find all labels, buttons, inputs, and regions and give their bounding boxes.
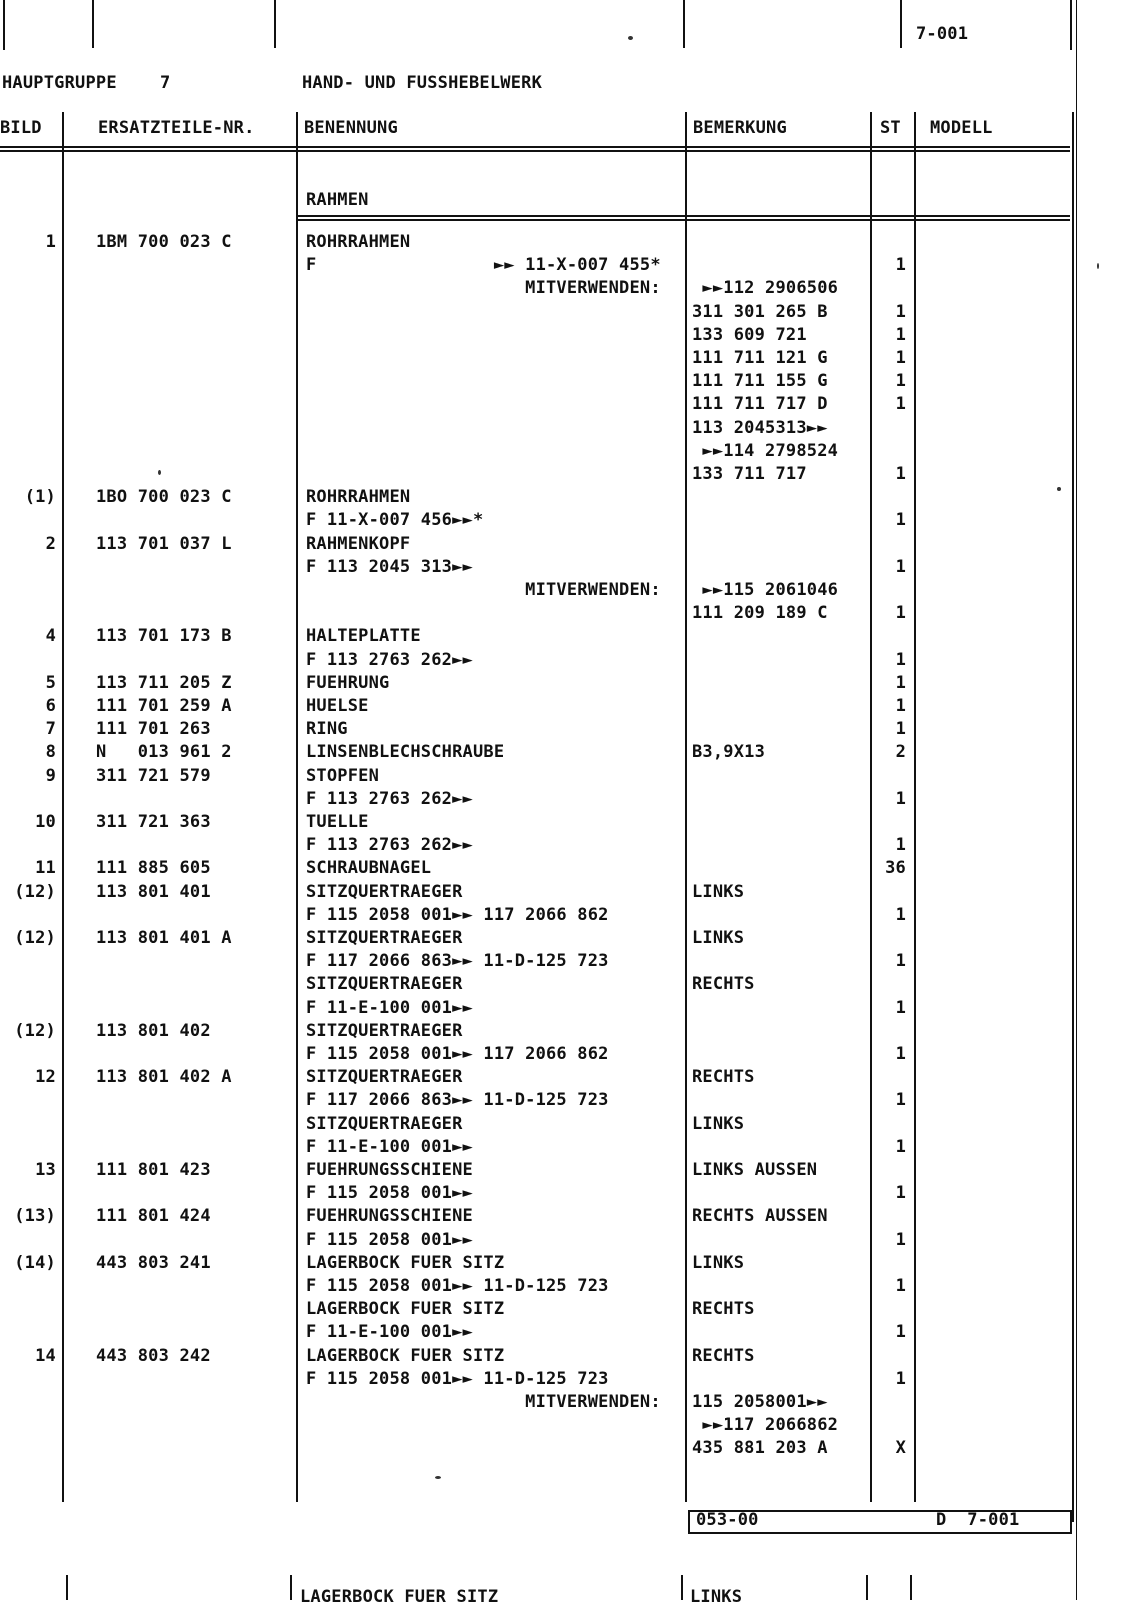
cell-bemerkung: ►►115 2061046: [692, 580, 839, 600]
section-title: RAHMEN: [306, 190, 369, 210]
cell-bild: 4: [45, 626, 56, 646]
cell-bild: 14: [35, 1346, 56, 1366]
cell-benennung: FUEHRUNGSSCHIENE: [306, 1206, 473, 1226]
cell-part-number: 113 701 173 B: [96, 626, 232, 646]
cell-benennung: SITZQUERTRAEGER: [306, 928, 463, 948]
cell-st: 1: [895, 998, 906, 1018]
cell-benennung: F 113 2763 262►►: [306, 789, 473, 809]
cell-part-number: 113 801 402: [96, 1021, 211, 1041]
cell-benennung: SITZQUERTRAEGER: [306, 882, 463, 902]
cell-st: 1: [895, 789, 906, 809]
cell-bild: 10: [35, 812, 56, 832]
cell-st: 1: [895, 1044, 906, 1064]
cell-benennung: ROHRRAHMEN: [306, 232, 411, 252]
cell-part-number: 311 721 363: [96, 812, 211, 832]
footer-divider: [66, 1575, 68, 1600]
cell-st: 1: [895, 603, 906, 623]
cell-st: 1: [895, 673, 906, 693]
cell-benennung: MITVERWENDEN:: [306, 580, 661, 600]
cell-part-number: 111 801 424: [96, 1206, 211, 1226]
cell-benennung: ROHRRAHMEN: [306, 487, 411, 507]
cell-bemerkung: 111 711 121 G: [692, 348, 828, 368]
cell-benennung: F 115 2058 001►► 11-D-125 723: [306, 1369, 609, 1389]
cell-benennung: STOPFEN: [306, 766, 380, 786]
top-divider: [900, 0, 902, 48]
cell-st: 1: [895, 464, 906, 484]
cell-bild: 6: [45, 696, 56, 716]
cell-bemerkung: LINKS AUSSEN: [692, 1160, 818, 1180]
cell-part-number: 113 801 401: [96, 882, 211, 902]
cell-benennung: SITZQUERTRAEGER: [306, 1114, 463, 1134]
cell-benennung: F ►► 11-X-007 455*: [306, 255, 661, 275]
cell-benennung: RAHMENKOPF: [306, 534, 411, 554]
cell-bemerkung: 111 209 189 C: [692, 603, 828, 623]
cell-bemerkung: 111 711 717 D: [692, 394, 828, 414]
cell-benennung: HUELSE: [306, 696, 369, 716]
top-divider: [1070, 0, 1072, 50]
cell-bemerkung: 113 2045313►►: [692, 418, 828, 438]
cell-bemerkung: RECHTS AUSSEN: [692, 1206, 828, 1226]
column-header-benennung: BENENNUNG: [304, 118, 398, 138]
cell-part-number: 311 721 579: [96, 766, 211, 786]
cell-benennung: SITZQUERTRAEGER: [306, 1021, 463, 1041]
cell-benennung: SITZQUERTRAEGER: [306, 974, 463, 994]
cell-st: 1: [895, 394, 906, 414]
cell-part-number: 111 801 423: [96, 1160, 211, 1180]
cell-bild: 13: [35, 1160, 56, 1180]
footer-divider: [290, 1575, 292, 1600]
cell-st: 2: [895, 742, 906, 762]
cell-bild: 11: [35, 858, 56, 878]
footer-divider: [910, 1575, 912, 1600]
cell-st: 1: [895, 348, 906, 368]
cell-benennung: F 117 2066 863►► 11-D-125 723: [306, 951, 609, 971]
cell-bemerkung: RECHTS: [692, 1299, 755, 1319]
cell-bild: 5: [45, 673, 56, 693]
cell-st: 1: [895, 1276, 906, 1296]
cell-st: 1: [895, 1137, 906, 1157]
cell-st: 1: [895, 510, 906, 530]
cell-part-number: 113 801 402 A: [96, 1067, 232, 1087]
cell-bemerkung: 133 711 717: [692, 464, 807, 484]
cell-part-number: 111 885 605: [96, 858, 211, 878]
cell-benennung: F 11-E-100 001►►: [306, 998, 473, 1018]
cell-bild: (14): [14, 1253, 56, 1273]
cell-part-number: 1BO 700 023 C: [96, 487, 232, 507]
cell-bild: 7: [45, 719, 56, 739]
cell-bild: (12): [14, 1021, 56, 1041]
cell-part-number: 443 803 241: [96, 1253, 211, 1273]
group-label: HAUPTGRUPPE: [2, 73, 117, 93]
cell-bemerkung: LINKS: [692, 1114, 745, 1134]
cell-bild: 1: [45, 232, 56, 252]
cell-bemerkung: 435 881 203 A: [692, 1438, 828, 1458]
cell-benennung: LAGERBOCK FUER SITZ: [306, 1253, 505, 1273]
header-rule: [0, 146, 1070, 152]
column-header-bemerkung: BEMERKUNG: [693, 118, 787, 138]
footer-divider: [681, 1575, 683, 1600]
column-divider: [296, 112, 298, 1502]
cell-st: 1: [895, 835, 906, 855]
cell-st: 36: [885, 858, 906, 878]
footer-code-left: 053-00: [696, 1510, 759, 1530]
cell-bemerkung: 115 2058001►►: [692, 1392, 828, 1412]
cell-st: 1: [895, 1322, 906, 1342]
footer-code-right: D 7-001: [936, 1510, 1020, 1530]
cell-bemerkung: 133 609 721: [692, 325, 807, 345]
scan-speck: [1057, 487, 1061, 491]
cell-st: 1: [895, 951, 906, 971]
cell-benennung: F 115 2058 001►► 117 2066 862: [306, 905, 609, 925]
cell-benennung: FUEHRUNGSSCHIENE: [306, 1160, 473, 1180]
cell-benennung: F 113 2045 313►►: [306, 557, 473, 577]
section-rule: [298, 215, 1070, 221]
column-divider: [914, 112, 916, 1502]
cell-st: 1: [895, 325, 906, 345]
cell-benennung: F 115 2058 001►► 117 2066 862: [306, 1044, 609, 1064]
cell-st: 1: [895, 302, 906, 322]
cell-benennung: F 115 2058 001►►: [306, 1230, 473, 1250]
cell-st: 1: [895, 1183, 906, 1203]
cell-st: 1: [895, 255, 906, 275]
cell-bemerkung: LINKS: [692, 882, 745, 902]
top-divider: [92, 0, 94, 48]
cell-part-number: 443 803 242: [96, 1346, 211, 1366]
cell-bemerkung: 111 711 155 G: [692, 371, 828, 391]
column-header-st: ST: [880, 118, 901, 138]
cell-st: 1: [895, 1369, 906, 1389]
scan-speck: [158, 470, 161, 475]
column-header-bild: BILD: [0, 118, 42, 138]
column-divider: [685, 112, 687, 1502]
cell-st: X: [895, 1438, 906, 1458]
cell-bemerkung: LINKS: [692, 928, 745, 948]
cell-benennung: F 115 2058 001►► 11-D-125 723: [306, 1276, 609, 1296]
cell-benennung: LINSENBLECHSCHRAUBE: [306, 742, 505, 762]
cell-bemerkung: RECHTS: [692, 1067, 755, 1087]
page-reference: 7-001: [916, 24, 969, 44]
cell-benennung: F 113 2763 262►►: [306, 650, 473, 670]
top-divider: [683, 0, 685, 48]
cell-benennung: FUEHRUNG: [306, 673, 390, 693]
scan-speck: [628, 36, 633, 40]
cell-benennung: HALTEPLATTE: [306, 626, 421, 646]
cell-bild: (12): [14, 928, 56, 948]
cell-bild: (12): [14, 882, 56, 902]
cell-st: 1: [895, 1090, 906, 1110]
cell-bemerkung: ►►112 2906506: [692, 278, 839, 298]
cell-part-number: 113 711 205 Z: [96, 673, 232, 693]
cell-benennung: SITZQUERTRAEGER: [306, 1067, 463, 1087]
cell-benennung: F 115 2058 001►►: [306, 1183, 473, 1203]
cell-bemerkung: RECHTS: [692, 974, 755, 994]
cell-st: 1: [895, 1230, 906, 1250]
cell-st: 1: [895, 905, 906, 925]
cell-benennung: RING: [306, 719, 348, 739]
cell-benennung: F 117 2066 863►► 11-D-125 723: [306, 1090, 609, 1110]
cell-part-number: 113 701 037 L: [96, 534, 232, 554]
cell-bild: (13): [14, 1206, 56, 1226]
cell-benennung: TUELLE: [306, 812, 369, 832]
cell-bild: 8: [45, 742, 56, 762]
footer-divider: [866, 1575, 868, 1600]
cell-benennung: F 11-X-007 456►►*: [306, 510, 484, 530]
scan-speck: [435, 1476, 441, 1479]
column-header-modell: MODELL: [930, 118, 993, 138]
scan-speck: [1097, 263, 1099, 269]
cell-st: 1: [895, 719, 906, 739]
cell-benennung: LAGERBOCK FUER SITZ: [306, 1299, 505, 1319]
cell-benennung: LAGERBOCK FUER SITZ: [306, 1346, 505, 1366]
cell-st: 1: [895, 371, 906, 391]
cell-bild: 12: [35, 1067, 56, 1087]
cell-part-number: 1BM 700 023 C: [96, 232, 232, 252]
column-divider: [62, 112, 64, 1502]
cell-bemerkung: B3,9X13: [692, 742, 766, 762]
group-title: HAND- UND FUSSHEBELWERK: [302, 73, 543, 93]
cell-st: 1: [895, 557, 906, 577]
right-border: [1076, 0, 1077, 1600]
cell-bemerkung: 311 301 265 B: [692, 302, 828, 322]
next-page-bemerkung: LINKS: [690, 1587, 743, 1607]
column-header-ersatzteile: ERSATZTEILE-NR.: [98, 118, 255, 138]
cell-benennung: SCHRAUBNAGEL: [306, 858, 432, 878]
cell-bild: 2: [45, 534, 56, 554]
cell-part-number: 111 701 263: [96, 719, 211, 739]
cell-bemerkung: RECHTS: [692, 1346, 755, 1366]
cell-benennung: F 113 2763 262►►: [306, 835, 473, 855]
cell-bemerkung: LINKS: [692, 1253, 745, 1273]
cell-part-number: 111 701 259 A: [96, 696, 232, 716]
cell-bild: 9: [45, 766, 56, 786]
cell-bemerkung: ►►117 2066862: [692, 1415, 839, 1435]
top-divider: [274, 0, 276, 48]
cell-part-number: 113 801 401 A: [96, 928, 232, 948]
top-divider: [3, 0, 5, 50]
cell-bemerkung: ►►114 2798524: [692, 441, 839, 461]
cell-st: 1: [895, 696, 906, 716]
cell-st: 1: [895, 650, 906, 670]
cell-benennung: MITVERWENDEN:: [306, 278, 661, 298]
cell-part-number: N 013 961 2: [96, 742, 232, 762]
cell-bild: (1): [24, 487, 56, 507]
group-number: 7: [160, 73, 171, 93]
cell-benennung: MITVERWENDEN:: [306, 1392, 661, 1412]
cell-benennung: F 11-E-100 001►►: [306, 1322, 473, 1342]
column-divider: [1072, 112, 1074, 1522]
next-page-benennung: LAGERBOCK FUER SITZ: [300, 1587, 499, 1607]
cell-benennung: F 11-E-100 001►►: [306, 1137, 473, 1157]
